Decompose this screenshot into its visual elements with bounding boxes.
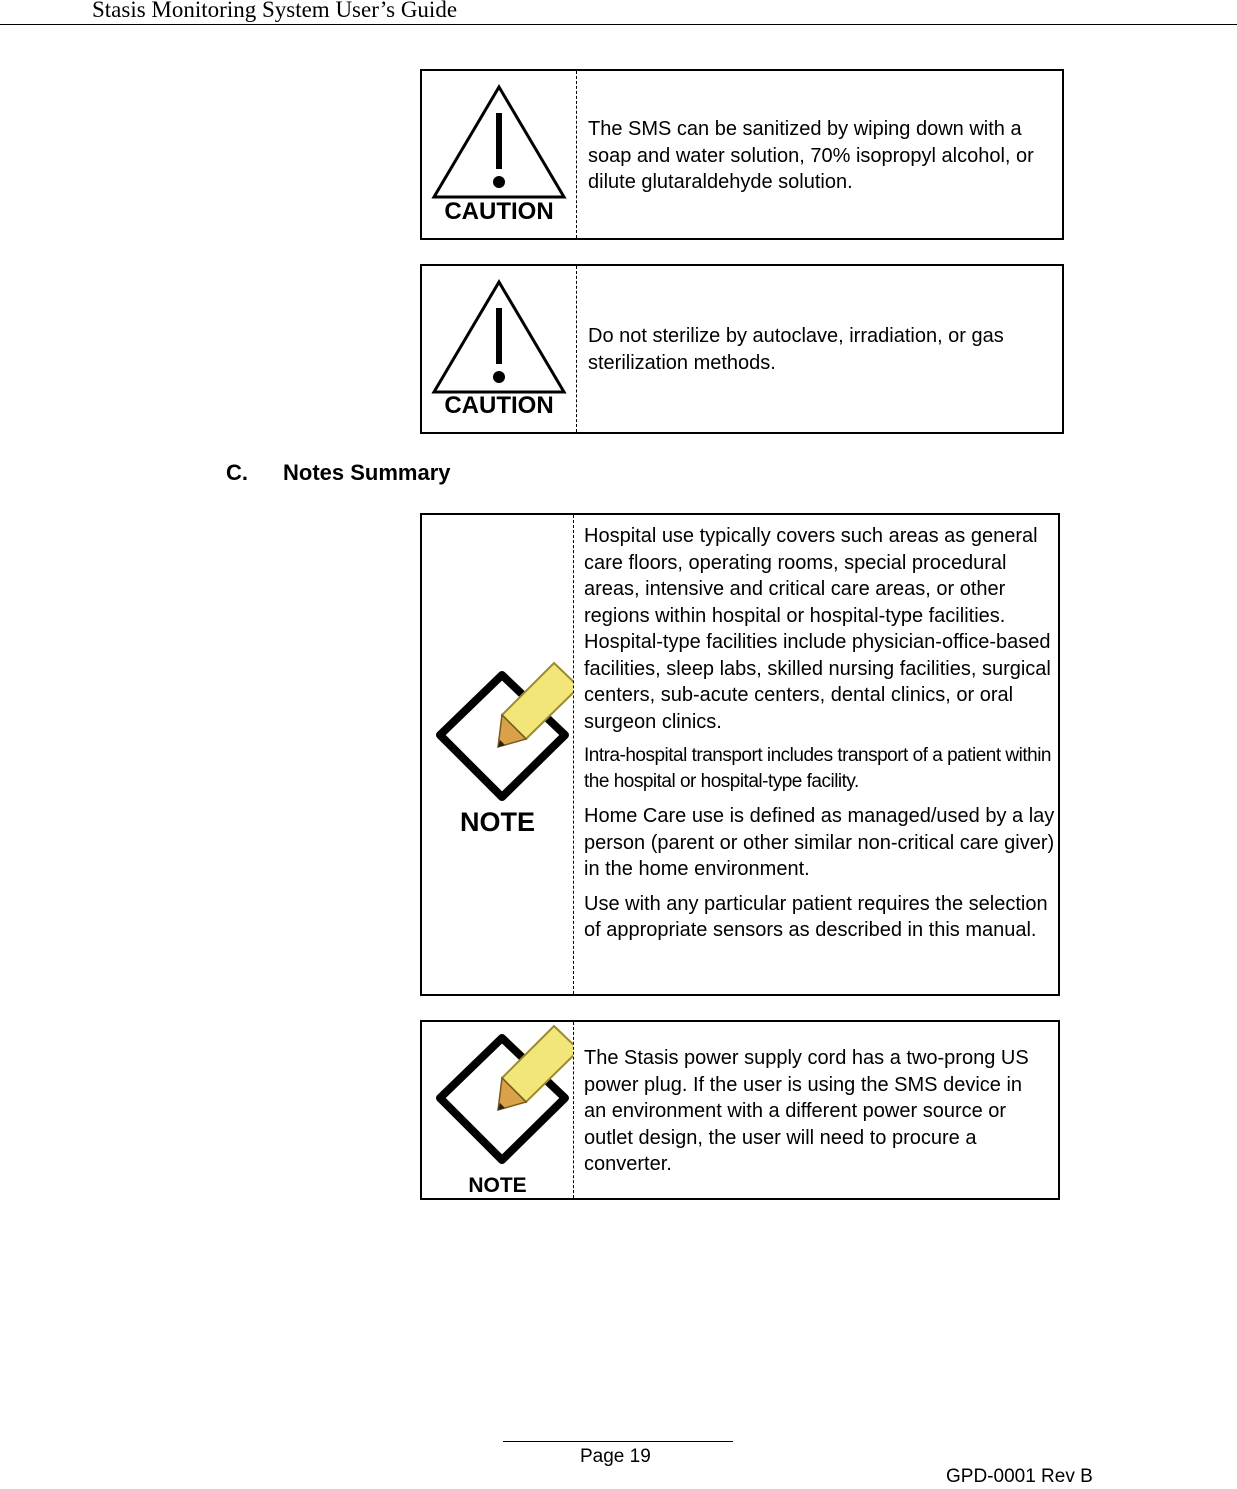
caution-label: CAUTION bbox=[444, 392, 554, 419]
section-number: C. bbox=[226, 460, 248, 485]
caution-triangle-icon bbox=[422, 81, 576, 211]
caution-icon-cell bbox=[422, 71, 577, 238]
note-box-usage bbox=[420, 513, 1060, 996]
note-paragraph-transport: Intra-hospital transport includes transport of a patient within the hospital or hospital-type facility. bbox=[584, 745, 1051, 792]
document-id: GPD-0001 Rev B bbox=[946, 1466, 1093, 1487]
note-pencil-icon bbox=[422, 655, 573, 805]
page-number: Page 19 bbox=[580, 1446, 651, 1467]
caution-triangle-icon bbox=[422, 276, 576, 406]
note-text: The Stasis power supply cord has a two-prong US power plug. If the user is using the SMS device in an environment with a different power source or outlet design, the user will need to procure a converter. bbox=[584, 1047, 1029, 1175]
note-paragraph-sensors: Use with any particular patient requires the selection of appropriate sensors as described in this manual. bbox=[584, 892, 1048, 941]
caution-text: Do not sterilize by autoclave, irradiation, or gas sterilization methods. bbox=[588, 325, 1004, 374]
caution-text: The SMS can be sanitized by wiping down with a soap and water solution, 70% isopropyl alcohol, or dilute glutaraldehyde solution. bbox=[588, 118, 1034, 193]
note-pencil-icon bbox=[422, 1018, 573, 1168]
note-label: NOTE bbox=[468, 1174, 527, 1197]
running-header: Stasis Monitoring System User’s Guide bbox=[92, 0, 458, 22]
note-text bbox=[584, 523, 1056, 944]
note-box-power bbox=[420, 1020, 1060, 1200]
caution-box-sanitize bbox=[420, 69, 1064, 240]
note-icon-cell bbox=[422, 515, 574, 994]
caution-label: CAUTION bbox=[444, 198, 554, 225]
note-icon-cell bbox=[422, 1022, 574, 1198]
footer-rule bbox=[503, 1441, 733, 1442]
header-rule bbox=[0, 24, 1237, 25]
section-title: Notes Summary bbox=[283, 460, 451, 485]
note-paragraph-home-care: Home Care use is defined as managed/used by a lay person (parent or other similar non-critical care giver) in the home environment. bbox=[584, 805, 1055, 880]
caution-box-sterilize bbox=[420, 264, 1064, 434]
section-heading bbox=[226, 460, 451, 486]
note-paragraph-hospital-use: Hospital use typically covers such areas as general care floors, operating rooms, special procedural areas, intensive and critical care areas, or other regions within hospital or hospital-type facilities. Hospital-type facilities include physician-office-based facilities, sleep labs, skilled nursing facilities, surgical centers, sub-acute centers, dental clinics, or oral surgeon clinics. bbox=[584, 525, 1051, 733]
caution-icon-cell bbox=[422, 266, 577, 432]
note-label: NOTE bbox=[459, 807, 535, 837]
